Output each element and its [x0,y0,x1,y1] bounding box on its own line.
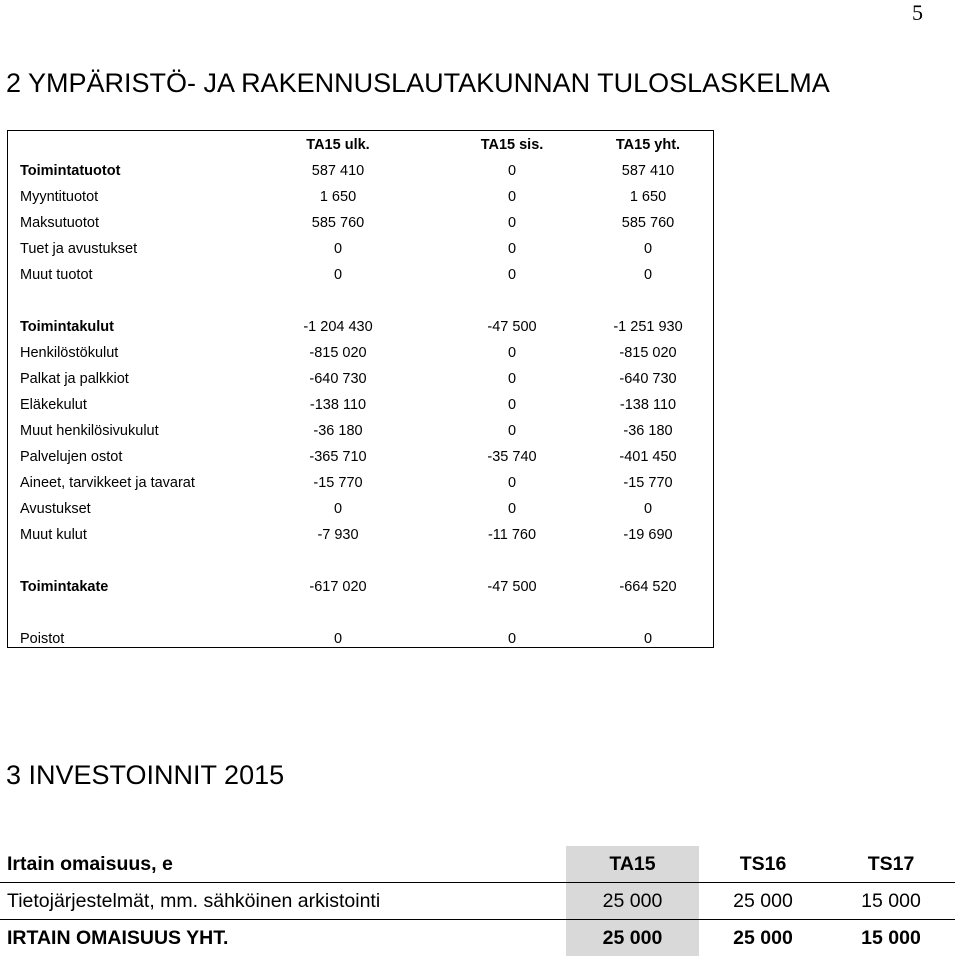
cell-value: -138 110 [288,397,388,413]
cell-value: 587 410 [598,163,698,179]
cell-value: -15 770 [598,475,698,491]
cell-value: -138 110 [598,397,698,413]
cell-value: 0 [462,267,562,283]
cell-value: -7 930 [288,527,388,543]
row-label: Muut kulut [20,527,87,543]
cell-value: 0 [462,345,562,361]
table-row [20,163,710,183]
cell-value: 0 [462,501,562,517]
cell-value: 25 000 [699,920,827,956]
income-table-header [20,137,710,157]
cell-value: -19 690 [598,527,698,543]
table-row [20,397,710,417]
cell-value: 0 [462,163,562,179]
cell-value: 0 [598,501,698,517]
cell-value: 0 [598,241,698,257]
column-header-ts16: TS16 [699,846,827,883]
cell-value: 0 [598,267,698,283]
cell-value: 15 000 [827,920,955,956]
section-2-heading: 2 YMPÄRISTÖ- JA RAKENNUSLAUTAKUNNAN TULOSLASKELMA [6,68,830,99]
table-row [20,423,710,443]
investment-item-label: Tietojärjestelmät, mm. sähköinen arkistointi [0,883,566,920]
cell-value: 585 760 [598,215,698,231]
column-header-ts17: TS17 [827,846,955,883]
table-row [20,475,710,495]
cell-value: -47 500 [462,319,562,335]
table-row [20,267,710,287]
cell-value: 25 000 [699,883,827,920]
table-row [0,920,955,956]
row-label: Myyntituotot [20,189,98,205]
cell-value: -401 450 [598,449,698,465]
row-label: Toimintakulut [20,319,114,335]
cell-value: -365 710 [288,449,388,465]
cell-value: 0 [462,475,562,491]
cell-value: -47 500 [462,579,562,595]
cell-value: 0 [288,267,388,283]
cell-value: 0 [462,397,562,413]
cell-value: 0 [462,423,562,439]
row-label: Henkilöstökulut [20,345,118,361]
cell-value: 0 [288,631,388,647]
cell-value: -11 760 [462,527,562,543]
table-row [20,371,710,391]
cell-value: -617 020 [288,579,388,595]
row-label: Muut henkilösivukulut [20,423,159,439]
cell-value: -15 770 [288,475,388,491]
investments-header-label: Irtain omaisuus, e [0,846,566,883]
row-label: Aineet, tarvikkeet ja tavarat [20,475,195,491]
table-row [20,319,710,339]
column-header-ta15: TA15 [566,846,699,883]
table-row [20,579,710,599]
table-row [0,883,955,920]
row-label: Muut tuotot [20,267,93,283]
cell-value: 25 000 [566,883,699,920]
cell-value: -640 730 [288,371,388,387]
table-row [20,527,710,547]
cell-value: 1 650 [288,189,388,205]
table-row [20,215,710,235]
row-label: Tuet ja avustukset [20,241,137,257]
table-row [20,449,710,469]
cell-value: -1 251 930 [598,319,698,335]
cell-value: 1 650 [598,189,698,205]
row-label: Eläkekulut [20,397,87,413]
cell-value: 0 [598,631,698,647]
table-row [20,241,710,261]
column-header-ta15-yht: TA15 yht. [598,137,698,153]
cell-value: -36 180 [598,423,698,439]
cell-value: 0 [462,215,562,231]
cell-value: 0 [462,189,562,205]
cell-value: 587 410 [288,163,388,179]
cell-value: 0 [288,241,388,257]
row-label: Avustukset [20,501,91,517]
row-label: Palvelujen ostot [20,449,122,465]
column-header-ta15-sis: TA15 sis. [462,137,562,153]
row-label: Toimintakate [20,579,108,595]
cell-value: 15 000 [827,883,955,920]
cell-value: -640 730 [598,371,698,387]
row-label: Maksutuotot [20,215,99,231]
row-label: Poistot [20,631,64,647]
investments-table [0,846,955,956]
table-row [20,501,710,521]
cell-value: -664 520 [598,579,698,595]
cell-value: 0 [462,241,562,257]
row-label: Palkat ja palkkiot [20,371,129,387]
cell-value: -1 204 430 [288,319,388,335]
table-row [20,345,710,365]
cell-value: -36 180 [288,423,388,439]
cell-value: 25 000 [566,920,699,956]
cell-value: 0 [288,501,388,517]
table-row [20,189,710,209]
cell-value: -35 740 [462,449,562,465]
cell-value: -815 020 [288,345,388,361]
section-3-heading: 3 INVESTOINNIT 2015 [6,760,284,791]
cell-value: 585 760 [288,215,388,231]
table-row [20,631,710,651]
row-label: Toimintatuotot [20,163,120,179]
cell-value: -815 020 [598,345,698,361]
cell-value: 0 [462,371,562,387]
investment-total-label: IRTAIN OMAISUUS YHT. [0,920,566,956]
column-header-ta15-ulk: TA15 ulk. [288,137,388,153]
table-row [0,846,955,883]
cell-value: 0 [462,631,562,647]
page-number: 5 [912,0,923,26]
